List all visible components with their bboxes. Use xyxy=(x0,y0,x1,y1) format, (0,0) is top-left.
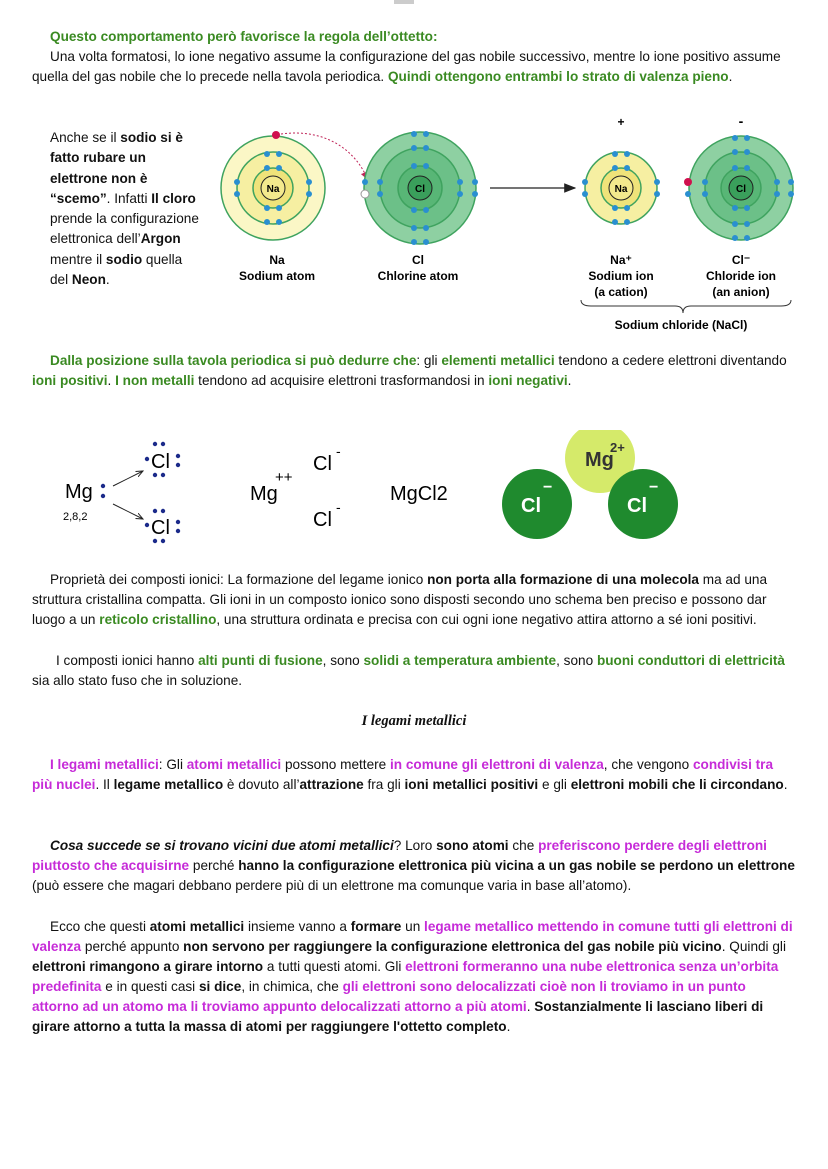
section1-highlight: Quindi ottengono entrambi lo strato di valenza pieno xyxy=(387,69,729,84)
ionic-balls xyxy=(502,430,678,539)
metallic-bond-explanation-paragraph xyxy=(32,917,796,1037)
mg-configuration: 2,8,2 xyxy=(63,511,88,523)
p4-text: , sono xyxy=(556,653,597,668)
mg-ball-symbol: Mg xyxy=(585,449,614,471)
chlorine-symbol: Cl xyxy=(415,184,425,195)
cl-ion-top-charge: - xyxy=(336,443,341,459)
metal-atoms-question-paragraph xyxy=(32,836,796,896)
chloride-ion-label: Cl⁻ xyxy=(731,253,751,267)
p7-text: e in questi casi xyxy=(101,979,199,994)
p4-text: , sono xyxy=(322,653,364,668)
sodium-chlorine-note xyxy=(50,128,200,290)
lewis-structure xyxy=(63,442,180,543)
p5-text: possono mettere xyxy=(281,757,390,772)
note-bold: Argon xyxy=(140,231,181,247)
sodium-ion-subcaption: (a cation) xyxy=(594,285,648,299)
p5-bold: ioni metallici positivi xyxy=(404,777,539,792)
sodium-ion-label: Na⁺ xyxy=(610,253,632,267)
p4-green: buoni conduttori di elettricità xyxy=(596,653,785,668)
p5-text: . Il xyxy=(95,777,114,792)
p7-text: . xyxy=(526,999,535,1014)
sodium-ion-symbol: Na xyxy=(614,184,628,195)
p7-magenta: elettroni formeranno una nube elettronica senza un’orbita predefinita xyxy=(32,959,779,994)
note-text: . Infatti xyxy=(106,190,152,206)
p5-text: , che vengono xyxy=(603,757,693,772)
p2-green: ioni negativi xyxy=(488,373,568,388)
cl-ball-right-symbol: Cl xyxy=(627,495,647,517)
cl-ion-top: Cl xyxy=(313,453,332,475)
p6-text: che xyxy=(508,838,539,853)
note-text: mentre il xyxy=(50,251,106,267)
p5-bold: elettroni mobili che li circondano xyxy=(570,777,784,792)
note-text: prende la configurazione elettronica dell’ xyxy=(50,211,199,247)
cl-ion-bottom: Cl xyxy=(313,509,332,531)
mg-symbol: Mg xyxy=(65,481,93,503)
metallic-bonds-paragraph xyxy=(32,755,796,795)
p7-bold: elettroni rimangono a girare intorno xyxy=(32,959,264,974)
cl-ball-right-charge: − xyxy=(649,479,659,496)
note-text: . xyxy=(105,272,110,288)
p2-text: tendono a cedere elettroni diventando xyxy=(554,353,787,368)
p2-text: . xyxy=(107,373,116,388)
p7-bold: atomi metallici xyxy=(149,919,245,934)
p5-text: : Gli xyxy=(158,757,187,772)
cl-ion-bottom-charge: - xyxy=(336,499,341,515)
p5-magenta: in comune gli elettroni di valenza xyxy=(390,757,604,772)
mg-ion-symbol: Mg xyxy=(250,483,278,505)
p7-text: Ecco che questi xyxy=(50,919,150,934)
p2-text: tendono ad acquisire elettroni trasformandosi in xyxy=(194,373,489,388)
sodium-ion-charge: + xyxy=(617,115,625,129)
note-bold: Neon xyxy=(71,272,106,288)
sodium-symbol: Na xyxy=(266,184,280,195)
p7-text: insieme vanno a xyxy=(244,919,351,934)
p5-magenta: atomi metallici xyxy=(186,757,282,772)
p7-text: . xyxy=(506,1019,511,1034)
p7-bold: si dice xyxy=(198,979,242,994)
chloride-ion-subcaption: (an anion) xyxy=(712,285,770,299)
metallic-bonds-heading: I legami metallici xyxy=(361,713,467,729)
compound-label: Sodium chloride (NaCl) xyxy=(614,318,748,332)
mg-ion-charge: ++ xyxy=(275,469,293,486)
p7-bold: Sostanzialmente li lasciano liberi di girare attorno a tutta la massa di atomi per raggiungere l'ottetto completo xyxy=(32,999,764,1034)
mg-ball-charge: 2+ xyxy=(610,440,625,455)
valence-electron xyxy=(272,131,280,139)
p2-green: elementi metallici xyxy=(441,353,555,368)
ionic-properties-paragraph xyxy=(32,570,796,630)
note-text: Anche se il xyxy=(50,130,121,145)
section1-title: Questo comportamento però favorisce la regola dell’ottetto: xyxy=(50,29,438,44)
periodic-table-paragraph xyxy=(32,351,796,391)
p2-text: : gli xyxy=(416,353,442,368)
chloride-ion-symbol: Cl xyxy=(736,184,746,195)
p3-green: reticolo cristallino xyxy=(99,612,217,627)
compound-brace xyxy=(581,300,791,313)
p4-text: sia allo stato fuso che in soluzione. xyxy=(32,673,243,688)
cl-ball-left-charge: − xyxy=(543,479,553,496)
p7-text: . Quindi gli xyxy=(721,939,786,954)
p7-text: perché appunto xyxy=(81,939,184,954)
section1-text: Una volta formatosi, lo ione negativo assume la configurazione del gas nobile successivo, mentre lo ione positivo assume quella del gas nobile che lo precede nella tavola periodica. xyxy=(32,49,781,84)
sodium-atom-caption: Sodium atom xyxy=(238,269,316,283)
sodium-ion xyxy=(582,115,660,225)
mgcl2-diagram xyxy=(55,430,755,560)
chloride-ion xyxy=(684,113,794,241)
p3-text: Proprietà dei composti ionici: La formazione del legame ionico xyxy=(50,572,428,587)
ionic-compounds-paragraph xyxy=(32,651,796,691)
p4-green: alti punti di fusione xyxy=(198,653,323,668)
note-bold: sodio xyxy=(105,251,143,267)
page-top-marker xyxy=(394,0,414,4)
p6-bold: sono atomi xyxy=(436,838,509,853)
sodium-atom-label: Na xyxy=(269,253,285,267)
p6-text: (può essere che magari debbano perdere più di un elettrone ma comunque varia in base all’atomo). xyxy=(32,878,632,893)
p7-magenta: legame metallico mettendo in comune tutti gli elettroni di valenza xyxy=(32,919,793,954)
p5-text: è dovuto all’ xyxy=(223,777,300,792)
cl-ball-left-symbol: Cl xyxy=(521,495,541,517)
chlorine-atom-caption: Chlorine atom xyxy=(377,269,459,283)
p4-text: I composti ionici hanno xyxy=(56,653,199,668)
note-bold: sodio si è fatto rubare un elettrone non è “scemo” xyxy=(50,130,183,206)
sodium-ion-caption: Sodium ion xyxy=(588,269,654,283)
chloride-ion-caption: Chloride ion xyxy=(706,269,776,283)
nacl-formation-diagram xyxy=(205,110,805,340)
p5-text: . xyxy=(783,777,788,792)
p2-text: . xyxy=(567,373,572,388)
p2-green: Dalla posizione sulla tavola periodica si può dedurre che xyxy=(50,353,417,368)
p3-text: , una struttura ordinata e precisa con cui ogni ione negativo attira attorno a sé ioni positivi. xyxy=(216,612,757,627)
chlorine-atom-label: Cl xyxy=(412,253,424,267)
p6-question: Cosa succede se si trovano vicini due atomi metallici xyxy=(50,838,394,853)
p7-bold: formare xyxy=(350,919,402,934)
p7-text: un xyxy=(401,919,425,934)
p6-text: perché xyxy=(189,858,239,873)
p5-bold: legame metallico xyxy=(113,777,224,792)
p5-text: e gli xyxy=(538,777,571,792)
p6-bold: hanno la configurazione elettronica più vicina a un gas nobile se perdono un elettrone xyxy=(238,858,795,873)
p7-text: , in chimica, che xyxy=(241,979,343,994)
section1-paragraph xyxy=(32,27,796,87)
section1-period: . xyxy=(728,69,733,84)
cl-bottom-symbol: Cl xyxy=(151,517,170,539)
p7-bold: non servono per raggiungere la configurazione elettronica del gas nobile più vicino xyxy=(183,939,722,954)
chloride-ion-charge: - xyxy=(738,113,744,129)
p7-magenta: gli elettroni sono delocalizzati cioè non li troviamo in un punto attorno ad un atomo ma li troviamo appunto delocalizzati attorno a più atomi xyxy=(32,979,746,1014)
p5-bold: attrazione xyxy=(299,777,364,792)
note-text: quella del xyxy=(50,251,183,288)
p7-text: a tutti questi atomi. Gli xyxy=(263,959,406,974)
cl-top-symbol: Cl xyxy=(151,451,170,473)
p5-magenta: condivisi tra più nuclei xyxy=(32,757,774,792)
p3-text: ma ad una struttura cristallina compatta. Gli ioni in un composto ionico sono disposti secondo uno schema ben preciso e possono dar luogo a un xyxy=(32,572,767,627)
sodium-atom xyxy=(221,131,325,240)
p3-bold: non porta alla formazione di una molecola xyxy=(427,572,699,587)
p4-green: solidi a temperatura ambiente xyxy=(363,653,557,668)
p6-magenta: preferiscono perdere degli elettroni piuttosto che acquisirne xyxy=(32,838,767,873)
chlorine-atom xyxy=(361,131,478,245)
p5-magenta: I legami metallici xyxy=(50,757,159,772)
p5-text: fra gli xyxy=(363,777,405,792)
p2-green: I non metalli xyxy=(115,373,195,388)
note-bold: Il cloro xyxy=(151,190,196,206)
mgcl2-formula: MgCl2 xyxy=(390,483,448,505)
p6-text: ? Loro xyxy=(393,838,437,853)
p2-green: ioni positivi xyxy=(32,373,108,388)
